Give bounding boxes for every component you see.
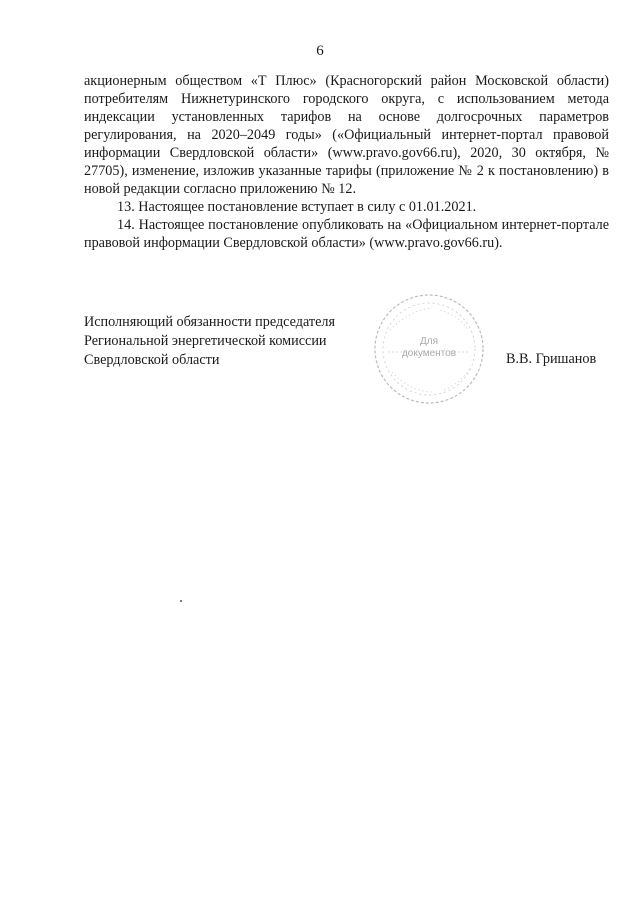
paragraph-13: 13. Настоящее постановление вступает в силу с 01.01.2021. xyxy=(117,199,477,215)
page-number: 6 xyxy=(316,43,324,59)
official-stamp xyxy=(370,290,488,408)
signatory-title-line-1: Исполняющий обязанности председателя xyxy=(84,314,335,330)
paragraph-14: 14. Настоящее постановление опубликовать на «Официальном интернет-портале правовой информации Свердловской области» (www.pravo.gov66.ru). xyxy=(84,217,609,251)
document-body xyxy=(84,72,609,252)
scan-speck xyxy=(180,600,182,602)
signatory-title-line-2: Региональной энергетической комиссии xyxy=(84,333,327,349)
signatory-title-line-3: Свердловской области xyxy=(84,352,220,368)
signatory-title xyxy=(84,313,384,370)
stamp-text-line-1: Для xyxy=(419,336,439,347)
paragraph-continuation: акционерным обществом «Т Плюс» (Красногорский район Московской области) потребителям Нижнетуринского городского округа, с использованием метода индексации установленных тарифов на основе долгосрочных параметров регулирования, на 2020–2049 годы» («Официальный интернет-портал правовой информации Свердловской области» (www.pravo.gov66.ru), 2020, 30 октября, № 27705), изменение, изложив указанные тарифы (приложение № 2 к постановлению) в новой редакции согласно приложению № 12. xyxy=(84,73,609,197)
signatory-name: В.В. Гришанов xyxy=(506,351,597,367)
stamp-text-line-2: документов xyxy=(401,348,457,359)
